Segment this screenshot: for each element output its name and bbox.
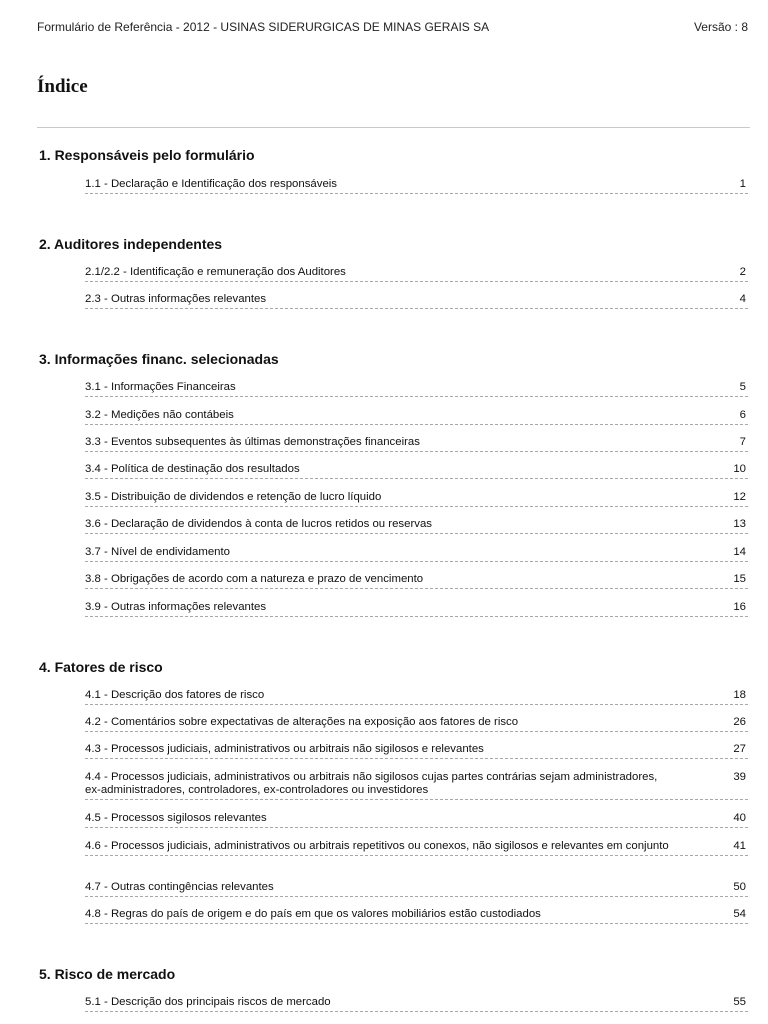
toc-entry-page: 55 (733, 996, 746, 1008)
toc-entry-page: 16 (733, 601, 746, 613)
toc-entry-label: 4.7 - Outras contingências relevantes (85, 881, 274, 893)
toc-entry[interactable] (85, 771, 748, 800)
toc-entry-label: 4.3 - Processos judiciais, administrativos ou arbitrais não sigilosos e relevantes (85, 743, 484, 755)
toc-entry-page: 15 (733, 573, 746, 585)
toc-entry[interactable] (85, 689, 748, 705)
toc-entry-label: 3.8 - Obrigações de acordo com a natureza e prazo de vencimento (85, 573, 424, 585)
toc-entry-page: 14 (733, 546, 746, 558)
toc-entry-page: 18 (733, 689, 746, 701)
toc-entry-label: 2.3 - Outras informações relevantes (85, 293, 267, 305)
header-document-title: Formulário de Referência - 2012 - USINAS SIDERURGICAS DE MINAS GERAIS SA (37, 20, 490, 34)
toc-entry-page: 1 (739, 178, 746, 190)
toc-entry-label: 5.1 - Descrição dos principais riscos de mercado (85, 996, 331, 1008)
toc-entry-label: 3.3 - Eventos subsequentes às últimas demonstrações financeiras (85, 436, 420, 448)
toc-entry-page: 5 (739, 381, 746, 393)
toc-entry-page: 41 (733, 840, 746, 852)
toc-entry-label: 4.4 - Processos judiciais, administrativos ou arbitrais não sigilosos cujas partes contrárias sejam administradores, ex-administradores, controladores, ex-controladores ou investidores (85, 771, 658, 796)
toc-entry[interactable] (85, 573, 748, 589)
toc-entry[interactable] (85, 996, 748, 1012)
toc-entry[interactable] (85, 381, 748, 397)
toc-entry[interactable] (85, 881, 748, 897)
section-title: 4. Fatores de risco (39, 659, 163, 675)
header-version: Versão : 8 (693, 20, 748, 34)
toc-entry-page: 2 (739, 266, 746, 278)
section-title: 3. Informações financ. selecionadas (39, 351, 279, 367)
toc-entry-label: 4.1 - Descrição dos fatores de risco (85, 689, 265, 701)
toc-entry-page: 6 (739, 409, 746, 421)
toc-entry-page: 54 (733, 908, 746, 920)
toc-entry-page: 10 (733, 463, 746, 475)
toc-entry-page: 40 (733, 812, 746, 824)
section-title: 1. Responsáveis pelo formulário (39, 147, 255, 163)
toc-entry-page: 26 (733, 716, 746, 728)
section-title: 2. Auditores independentes (39, 236, 223, 252)
toc-entry-label: 3.6 - Declaração de dividendos à conta de lucros retidos ou reservas (85, 518, 432, 530)
toc-entry-page: 13 (733, 518, 746, 530)
page-header (37, 20, 748, 34)
toc-entry[interactable] (85, 463, 748, 479)
toc-entry[interactable] (85, 743, 748, 759)
toc-entry[interactable] (85, 409, 748, 425)
title-divider (37, 127, 750, 128)
toc-entry[interactable] (85, 812, 748, 828)
toc-entry-page: 39 (733, 771, 746, 783)
toc-entry[interactable] (85, 178, 748, 194)
section-title: 5. Risco de mercado (39, 966, 176, 982)
toc-entry[interactable] (85, 293, 748, 309)
toc-entry[interactable] (85, 840, 748, 856)
toc-entry[interactable] (85, 518, 748, 534)
toc-entry[interactable] (85, 908, 748, 924)
toc-entry-page: 7 (739, 436, 746, 448)
toc-entry-label: 4.6 - Processos judiciais, administrativos ou arbitrais repetitivos ou conexos, não sigilosos e relevantes em conjunto (85, 840, 669, 852)
toc-entry-label: 3.1 - Informações Financeiras (85, 381, 236, 393)
page-title: Índice (37, 76, 88, 97)
toc-entry-label: 4.5 - Processos sigilosos relevantes (85, 812, 267, 824)
toc-entry-label: 1.1 - Declaração e Identificação dos responsáveis (85, 178, 338, 190)
toc-entry[interactable] (85, 716, 748, 732)
toc-entry-label: 3.2 - Medições não contábeis (85, 409, 234, 421)
toc-entry[interactable] (85, 491, 748, 507)
toc-entry-label: 3.5 - Distribuição de dividendos e retenção de lucro líquido (85, 491, 382, 503)
toc-entry[interactable] (85, 601, 748, 617)
toc-entry-label: 3.4 - Política de destinação dos resultados (85, 463, 300, 475)
toc-entry-label: 3.9 - Outras informações relevantes (85, 601, 267, 613)
toc-entry-page: 12 (733, 491, 746, 503)
toc-entry-label: 2.1/2.2 - Identificação e remuneração dos Auditores (85, 266, 346, 278)
toc-entry-label: 4.2 - Comentários sobre expectativas de alterações na exposição aos fatores de risco (85, 716, 519, 728)
toc-entry-label: 3.7 - Nível de endividamento (85, 546, 230, 558)
toc-entry-page: 50 (733, 881, 746, 893)
toc-entry-label: 4.8 - Regras do país de origem e do país em que os valores mobiliários estão custodiados (85, 908, 541, 920)
toc-entry-page: 27 (733, 743, 746, 755)
toc-entry[interactable] (85, 436, 748, 452)
toc-entry-page: 4 (739, 293, 746, 305)
toc-entry[interactable] (85, 546, 748, 562)
toc-entry[interactable] (85, 266, 748, 282)
